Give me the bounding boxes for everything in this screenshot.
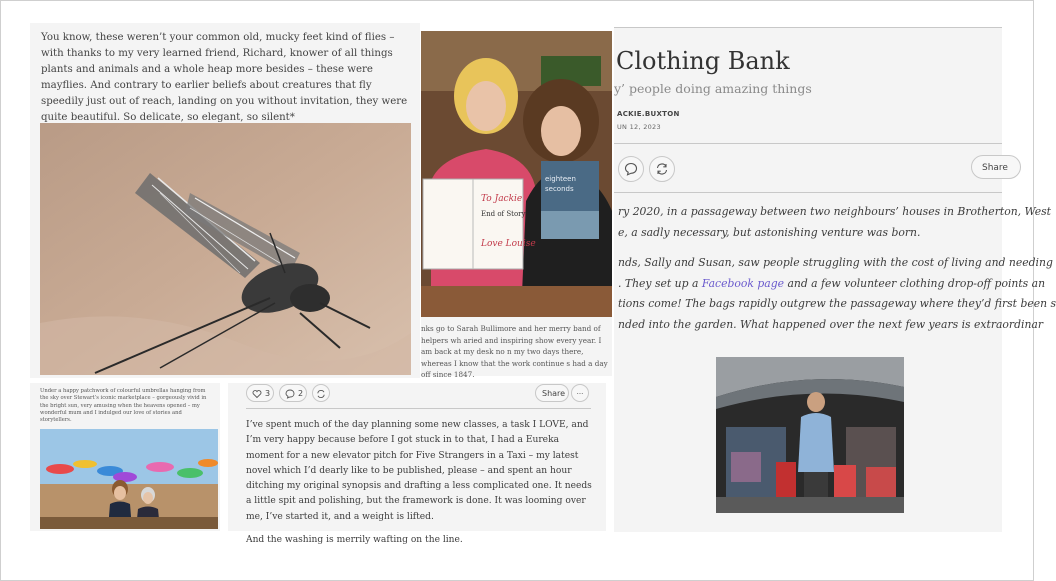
share-button[interactable]: Share (535, 384, 569, 402)
post-title: Clothing Bank (616, 47, 790, 75)
clothing-bank-post-panel (614, 27, 1056, 532)
comment-button[interactable] (618, 156, 644, 182)
facebook-page-link[interactable]: Facebook page (701, 276, 784, 290)
post-body: ry 2020, in a passageway between two neighbours’ houses in Brotherton, West e, a sadly necessary, but astonishing venture was born. nds, Sally and Susan, saw people struggling with the cost of living and needing . They set up a Facebook page and a few volunteer clothing drop-off points an tions come! The bags rapidly outgrew the passageway where they’d first been s nded into the garden. What happened over the next few years is extraordinar (618, 205, 1056, 331)
heart-icon (252, 389, 262, 399)
share-button[interactable]: Share (971, 155, 1021, 179)
restack-button[interactable] (312, 384, 330, 402)
comment-icon (624, 162, 638, 176)
svg-text:eighteen: eighteen (545, 175, 576, 183)
market-post-caption: Under a happy patchwork of colourful umbrellas hanging from the sky over Stewart’s iconic marketplace – gorgeously vivid in the bright sun, very amusing when the heavens opened – my wonderful mum and I indulged our love of stories and storytellers. (40, 388, 207, 424)
post-date: UN 12, 2023 (617, 123, 661, 131)
like-button[interactable] (246, 384, 274, 402)
divider (246, 408, 591, 409)
restack-button[interactable] (649, 156, 675, 182)
more-options-button[interactable]: ··· (571, 384, 589, 402)
paragraph: And the washing is merrily wafting on the line. (246, 535, 463, 546)
book-signing-photo (421, 31, 612, 317)
divider (614, 143, 1002, 144)
author-name[interactable]: ACKIE.BUXTON (617, 110, 680, 118)
novel-post-panel (228, 383, 606, 546)
book-photo-caption: nks go to Sarah Bullimore and her merry band of helpers wh aried and inspiring show every year. I am back at my desk no n my two days there, whereas I know that the work continue s had a day off since 1847. (421, 324, 608, 379)
umbrella-market-photo (40, 429, 218, 529)
clothing-bank-photo (716, 357, 904, 513)
comment-button[interactable] (279, 384, 307, 402)
book-left-inscription: To Jackie (481, 194, 523, 204)
comment-count: 2 (298, 389, 304, 398)
like-count: 3 (265, 389, 271, 398)
post-subtitle: y’ people doing amazing things (614, 81, 812, 96)
market-post-panel (30, 383, 220, 531)
mayfly-post-panel (30, 23, 420, 378)
divider (614, 192, 1002, 193)
top-divider (614, 27, 1002, 28)
book-photo-post-panel (421, 31, 612, 379)
restack-icon (655, 162, 669, 176)
restack-icon (316, 389, 326, 399)
comment-icon (285, 389, 295, 399)
paragraph: I’ve spent much of the day planning some new classes, a task I LOVE, and I’m very happy because before I got stuck in to that, I had a Eureka moment for a new elevator pitch for Five Strangers in a Taxi – my latest novel which I’d dearly like to be published, please – and spent an hour ditching my original synopsis and drafting a less complicated one. It needs a little spit and polishing, but the framework is done. It was looming over me, I’ve started it, and a weight is lifted. (246, 420, 592, 522)
svg-text:seconds: seconds (545, 185, 574, 193)
svg-text:Love Louise: Love Louise (481, 239, 536, 249)
mayfly-post-text: You know, these weren’t your common old, mucky feet kind of flies – with thanks to my very learned friend, Richard, knower of all things plants and animals and a whole heap more besides – these were mayflies. And contrary to earlier beliefs about creatures that fly speedily just out of reach, landing on you without invitation, they were quite beautiful. So delicate, so elegant, so silent* (41, 32, 408, 123)
post-body (246, 418, 594, 556)
mayfly-photo (40, 123, 411, 375)
svg-text:End of Story: End of Story (481, 210, 526, 218)
